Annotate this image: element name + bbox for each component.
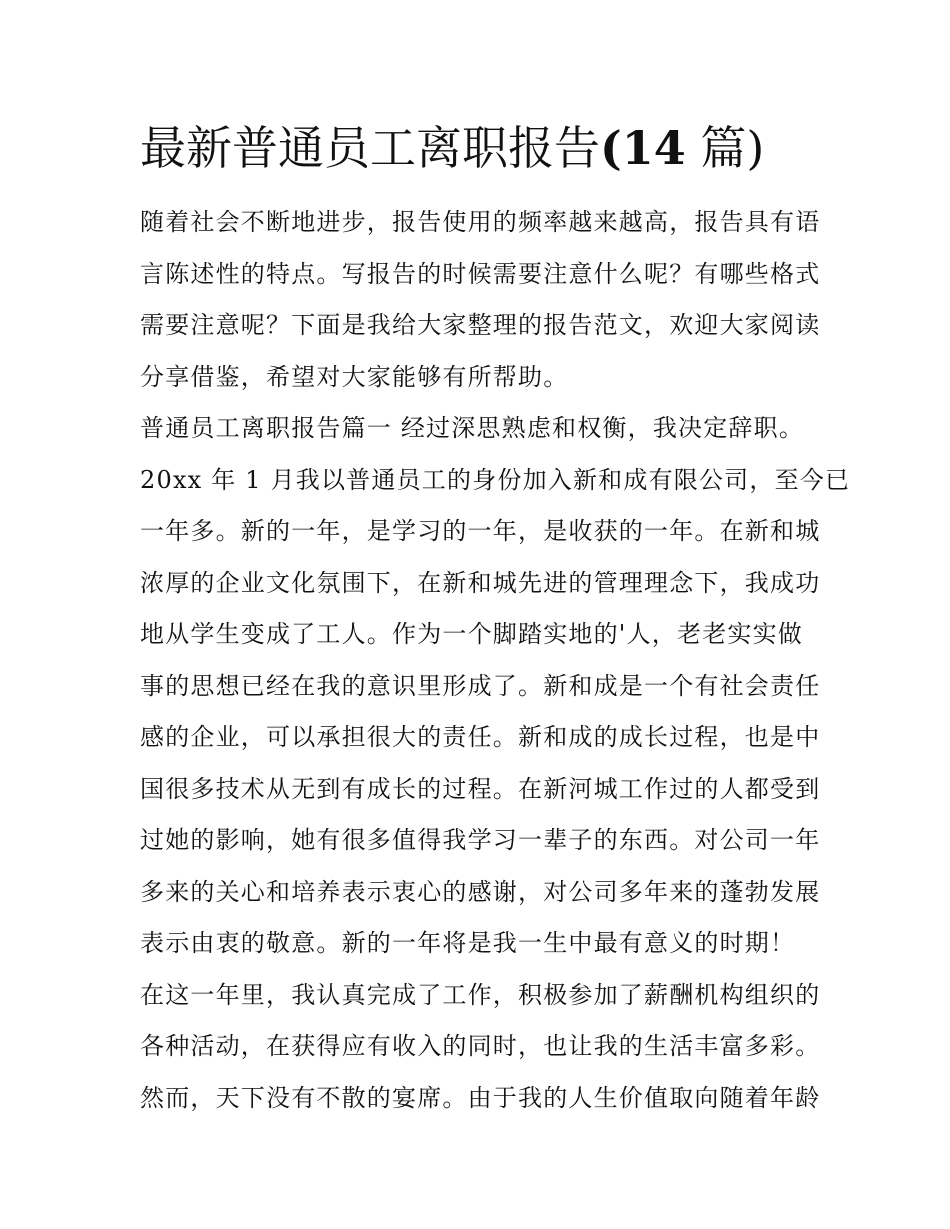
document-body [140, 202, 851, 1129]
text-line: 随着社会不断地进步，报告使用的频率越来越高，报告具有语 [140, 208, 821, 236]
document-title [140, 118, 840, 178]
text-line: 多来的关心和培养表示衷心的感谢，对公司多年来的蓬勃发展 [140, 877, 821, 906]
title-unit: 篇) [700, 121, 765, 175]
text-line: 普通员工离职报告篇一 经过深思熟虑和权衡，我决定辞职。 [140, 414, 805, 442]
text-line: 需要注意呢？下面是我给大家整理的报告范文，欢迎大家阅读 [140, 311, 821, 339]
text-line: 一年多。新的一年，是学习的一年，是收获的一年。在新和城 [140, 517, 821, 545]
text-line: 然而，天下没有不散的宴席。由于我的人生价值取向随着年龄 [140, 1083, 821, 1112]
text-line: 20xx 年 1 月我以普通员工的身份加入新和成有限公司，至今已 [140, 465, 851, 494]
text-line: 感的企业，可以承担很大的责任。新和成的成长过程，也是中 [140, 723, 821, 751]
text-line: 分享借鉴，希望对大家能够有所帮助。 [140, 362, 569, 391]
text-line: 言陈述性的特点。写报告的时候需要注意什么呢？有哪些格式 [140, 259, 821, 288]
text-line: 浓厚的企业文化氛围下，在新和城先进的管理理念下，我成功 [140, 568, 821, 597]
title-count: (14 [600, 121, 686, 175]
text-line: 国很多技术从无到有成长的过程。在新河城工作过的人都受到 [140, 774, 821, 803]
text-line: 过她的影响，她有很多值得我学习一辈子的东西。对公司一年 [140, 826, 821, 854]
title-main: 最新普通员工离职报告 [140, 121, 600, 175]
text-line: 在这一年里，我认真完成了工作，积极参加了薪酬机构组织的 [140, 980, 821, 1009]
text-line: 表示由衷的敬意。新的一年将是我一生中最有意义的时期！ [140, 929, 796, 957]
text-line: 各种活动，在获得应有收入的同时，也让我的生活丰富多彩。 [140, 1032, 821, 1060]
text-line: 地从学生变成了工人。作为一个脚踏实地的'人，老老实实做 [140, 620, 803, 648]
text-line: 事的思想已经在我的意识里形成了。新和成是一个有社会责任 [140, 671, 821, 700]
